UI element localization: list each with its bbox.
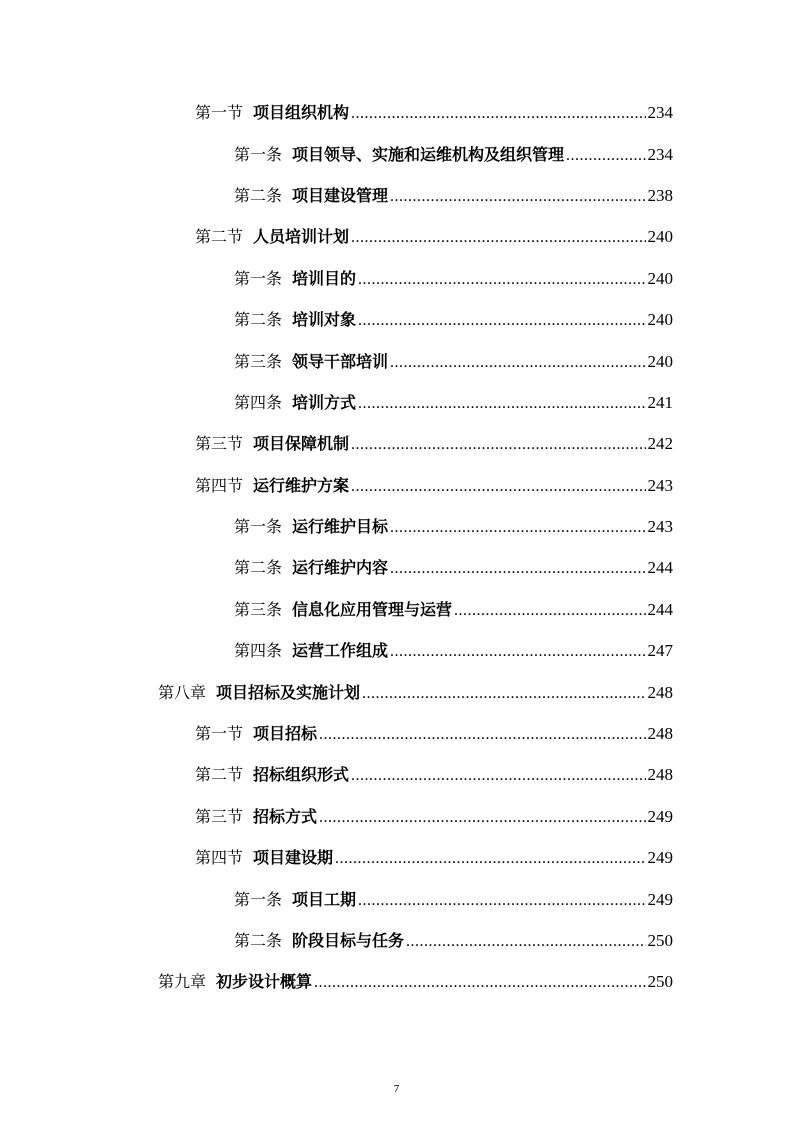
toc-dot-leader [566,146,645,166]
toc-entry-page: 243 [647,475,673,495]
toc-dot-leader [358,270,645,290]
toc-dot-leader [314,973,645,993]
toc-entry-line [158,972,673,993]
toc-dot-leader [351,435,645,455]
toc-entry-section[interactable] [0,755,793,796]
toc-entry-number: 第三节 [195,434,244,454]
toc-entry-number: 第一条 [234,144,283,164]
toc-entry-title: 阶段目标与任务 [292,931,405,950]
toc-entry-title: 信息化应用管理与运营 [292,599,453,619]
toc-entry-page: 244 [647,558,673,578]
toc-dot-leader [319,725,645,745]
toc-dot-leader [351,228,645,248]
toc-dot-leader [454,601,645,621]
toc-entry-title: 领导干部培训 [292,351,389,371]
toc-dot-leader [390,642,645,662]
toc-entry-number: 第四条 [234,641,283,661]
toc-entry-title: 运行维护方案 [253,475,350,495]
toc-entry-page: 249 [647,889,673,909]
toc-entry-section[interactable] [0,424,793,465]
toc-dot-leader [406,932,645,952]
toc-dot-leader [335,849,645,869]
toc-entry-line [234,641,673,662]
toc-entry-number: 第二条 [234,310,283,330]
toc-entry-line [234,600,673,621]
toc-entry-title: 项目建设管理 [292,185,389,205]
toc-entry-section[interactable] [0,797,793,838]
toc-entry-article[interactable] [0,879,793,920]
toc-dot-leader [358,394,645,414]
toc-entry-section[interactable] [0,217,793,258]
toc-entry-title: 项目组织机构 [253,103,350,123]
toc-entry-page: 248 [647,724,673,744]
toc-entry-page: 248 [647,765,673,785]
toc-entry-number: 第一条 [234,268,283,288]
toc-entry-title: 项目建设期 [253,848,334,868]
toc-entry-line [234,310,673,331]
toc-entry-number: 第一节 [195,724,244,744]
toc-entry-page: 240 [647,227,673,247]
toc-entry-page: 240 [647,268,673,288]
toc-entry-title: 培训对象 [292,310,357,330]
toc-entry-section[interactable] [0,466,793,507]
toc-entry-line [158,683,673,704]
toc-dot-leader [390,353,645,373]
toc-entry-page: 234 [647,144,673,164]
toc-entry-title: 项目招标 [253,724,318,744]
toc-entry-title: 培训目的 [292,268,357,288]
toc-entry-number: 第一条 [234,889,283,909]
toc-entry-page: 242 [647,434,673,454]
toc-dot-leader [362,684,645,704]
toc-dot-leader [351,477,645,497]
toc-entry-line [195,476,673,497]
toc-dot-leader [390,559,645,579]
toc-entry-title: 初步设计概算 [216,972,313,992]
toc-entry-page: 238 [647,185,673,205]
toc-entry-number: 第九章 [158,972,207,992]
toc-entry-page: 240 [647,310,673,330]
toc-entry-title: 招标方式 [253,806,318,826]
toc-entry-number: 第二条 [234,931,283,950]
toc-entry-article[interactable] [0,259,793,300]
toc-entry-section[interactable] [0,93,793,134]
toc-dot-leader [358,311,645,331]
toc-entry-line [234,352,673,373]
toc-entry-line [234,931,673,952]
toc-entry-number: 第二节 [195,765,244,785]
toc-dot-leader [358,891,645,911]
toc-entry-line [234,558,673,579]
toc-entry-line [195,103,673,124]
toc-dot-leader [351,766,645,786]
toc-entry-line [195,434,673,455]
toc-entry-page: 247 [647,641,673,661]
toc-entry-title: 项目保障机制 [253,434,350,454]
toc-entry-title: 项目领导、实施和运维机构及组织管理 [292,144,565,164]
table-of-contents [0,93,793,1004]
toc-entry-chapter[interactable] [0,962,793,1003]
toc-entry-line [234,269,673,290]
toc-entry-article[interactable] [0,341,793,382]
toc-entry-page: 248 [647,682,673,702]
toc-dot-leader [351,104,645,124]
toc-entry-number: 第二条 [234,185,283,205]
toc-entry-line [195,227,673,248]
toc-entry-page: 249 [647,848,673,868]
toc-entry-page: 243 [647,517,673,537]
toc-entry-page: 241 [647,392,673,412]
toc-entry-line [234,517,673,538]
toc-dot-leader [319,808,645,828]
toc-entry-number: 第四节 [195,475,244,495]
toc-entry-page: 244 [647,599,673,619]
toc-entry-number: 第一条 [234,517,283,537]
toc-entry-number: 第三条 [234,599,283,619]
toc-entry-title: 人员培训计划 [253,227,350,247]
toc-entry-line [234,145,673,166]
toc-entry-title: 培训方式 [292,392,357,412]
toc-entry-line [234,393,673,414]
toc-entry-line [234,890,673,911]
toc-entry-article[interactable] [0,507,793,548]
toc-entry-number: 第一节 [195,103,244,123]
toc-entry-line [195,848,673,869]
toc-entry-page: 234 [647,103,673,123]
toc-entry-number: 第二节 [195,227,244,247]
toc-entry-title: 招标组织形式 [253,765,350,785]
toc-entry-article[interactable] [0,176,793,217]
toc-entry-section[interactable] [0,838,793,879]
toc-entry-number: 第八章 [158,682,207,702]
toc-entry-article[interactable] [0,590,793,631]
toc-entry-line [195,765,673,786]
toc-entry-title: 运营工作组成 [292,641,389,661]
toc-entry-line [195,807,673,828]
toc-entry-number: 第四条 [234,392,283,412]
toc-entry-number: 第三节 [195,806,244,826]
toc-entry-page: 250 [647,931,673,950]
toc-entry-title: 运行维护内容 [292,558,389,578]
toc-entry-article[interactable] [0,300,793,341]
toc-entry-line [195,724,673,745]
toc-entry-line [234,186,673,207]
toc-entry-title: 运行维护目标 [292,517,389,537]
toc-dot-leader [390,518,645,538]
toc-entry-section[interactable] [0,714,793,755]
toc-entry-number: 第四节 [195,848,244,868]
toc-entry-page: 250 [647,972,673,992]
page-number: 7 [393,1083,400,1095]
toc-entry-page: 240 [647,351,673,371]
toc-entry-article[interactable] [0,921,793,962]
toc-entry-title: 项目招标及实施计划 [216,682,361,702]
toc-entry-article[interactable] [0,383,793,424]
toc-entry-page: 249 [647,806,673,826]
toc-entry-number: 第三条 [234,351,283,371]
toc-entry-title: 项目工期 [292,889,357,909]
toc-entry-article[interactable] [0,134,793,175]
toc-dot-leader [390,187,645,207]
toc-entry-number: 第二条 [234,558,283,578]
toc-entry-chapter[interactable] [0,672,793,713]
toc-entry-article[interactable] [0,548,793,589]
toc-entry-article[interactable] [0,631,793,672]
